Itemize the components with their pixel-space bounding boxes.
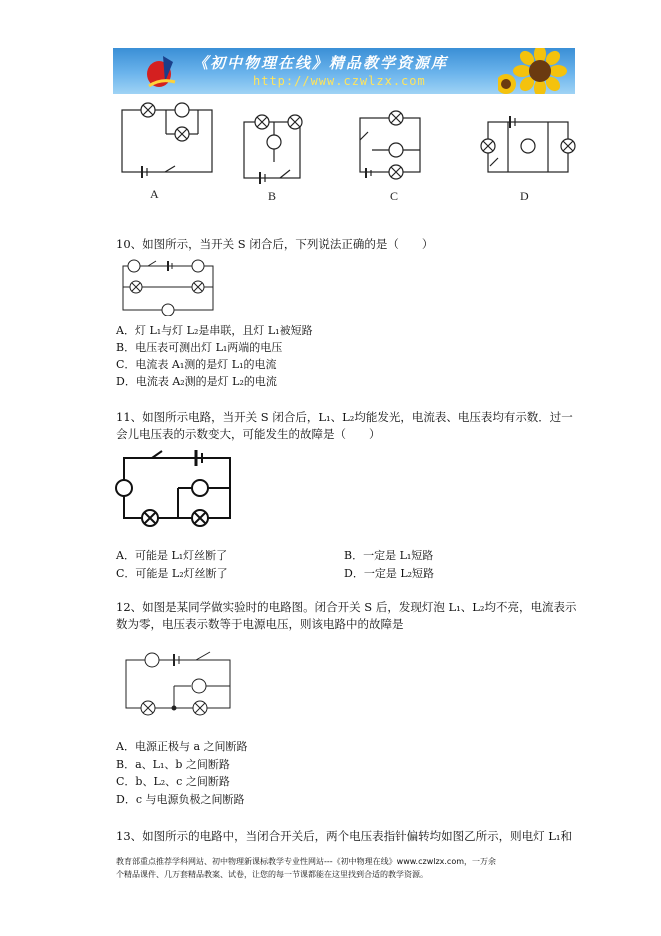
sunflower-icon	[498, 48, 575, 94]
q12-circuit-diagram	[114, 644, 244, 730]
circuit-figure-b	[244, 115, 302, 184]
footer-line2: 个精品课件、几万套精品教案、试卷，让您的每一节课都能在这里找到合适的教学资源。	[116, 870, 428, 879]
q11-option-b[interactable]: B．一定是 L₁短路	[344, 549, 434, 562]
logo-icon	[143, 52, 179, 90]
figure-label-c: C	[390, 189, 399, 203]
q9-figures	[110, 100, 580, 210]
q13-stem-line1: 13、如图所示的电路中，当闭合开关后，两个电压表指针偏转均如图乙所示，则电灯 L₁和	[116, 829, 573, 843]
footer-line1: 教育部重点推荐学科网站、初中物理新课标教学专业性网站---《初中物理在线》www.czwlzx.com，一万余	[116, 857, 497, 866]
q11-option-a[interactable]: A．可能是 L₁灯丝断了	[116, 549, 228, 562]
circuit-figure-d	[481, 116, 575, 172]
q10-stem: 10、如图所示，当开关 S 闭合后，下列说法正确的是（ ）	[116, 237, 434, 251]
q10-circuit-diagram	[116, 256, 222, 316]
q12-stem-line1: 12、如图是某同学做实验时的电路图。闭合开关 S 后，发现灯泡 L₁、L₂均不亮，电流表示	[116, 600, 577, 614]
header-banner	[113, 48, 575, 94]
q11-option-c[interactable]: C．可能是 L₂灯丝断了	[116, 567, 228, 580]
q10-option-a[interactable]: A．灯 L₁与灯 L₂是串联，且灯 L₁被短路	[116, 324, 313, 337]
q11-stem-line1: 11、如图所示电路，当开关 S 闭合后，L₁、L₂均能发光，电流表、电压表均有示数．过一	[116, 410, 573, 424]
q12-option-a[interactable]: A．电源正极与 a 之间断路	[116, 740, 248, 753]
q11-circuit-diagram	[110, 448, 240, 540]
q10-option-d[interactable]: D．电流表 A₂测的是灯 L₂的电流	[116, 375, 277, 388]
figure-label-d: D	[520, 189, 529, 203]
q10-option-b[interactable]: B．电压表可测出灯 L₁两端的电压	[116, 341, 283, 354]
circuit-figure-a	[122, 103, 212, 178]
q11-stem-line2: 会儿电压表的示数变大，可能发生的故障是（ ）	[116, 427, 381, 441]
figure-label-b: B	[268, 189, 277, 203]
circuit-figure-c	[360, 111, 420, 179]
q12-stem-line2: 数为零，电压表示数等于电源电压，则该电路中的故障是	[116, 617, 404, 631]
q12-option-d[interactable]: D．c 与电源负极之间断路	[116, 793, 245, 806]
q12-option-c[interactable]: C．b、L₂、c 之间断路	[116, 775, 230, 788]
q12-option-b[interactable]: B．a、L₁、b 之间断路	[116, 758, 230, 771]
q10-option-c[interactable]: C．电流表 A₁测的是灯 L₁的电流	[116, 358, 277, 371]
figure-label-a: A	[150, 187, 159, 201]
banner-title: 《初中物理在线》精品教学资源库	[193, 54, 449, 72]
banner-url[interactable]: http://www.czwlzx.com	[253, 74, 426, 88]
q11-option-d[interactable]: D．一定是 L₂短路	[344, 567, 435, 580]
